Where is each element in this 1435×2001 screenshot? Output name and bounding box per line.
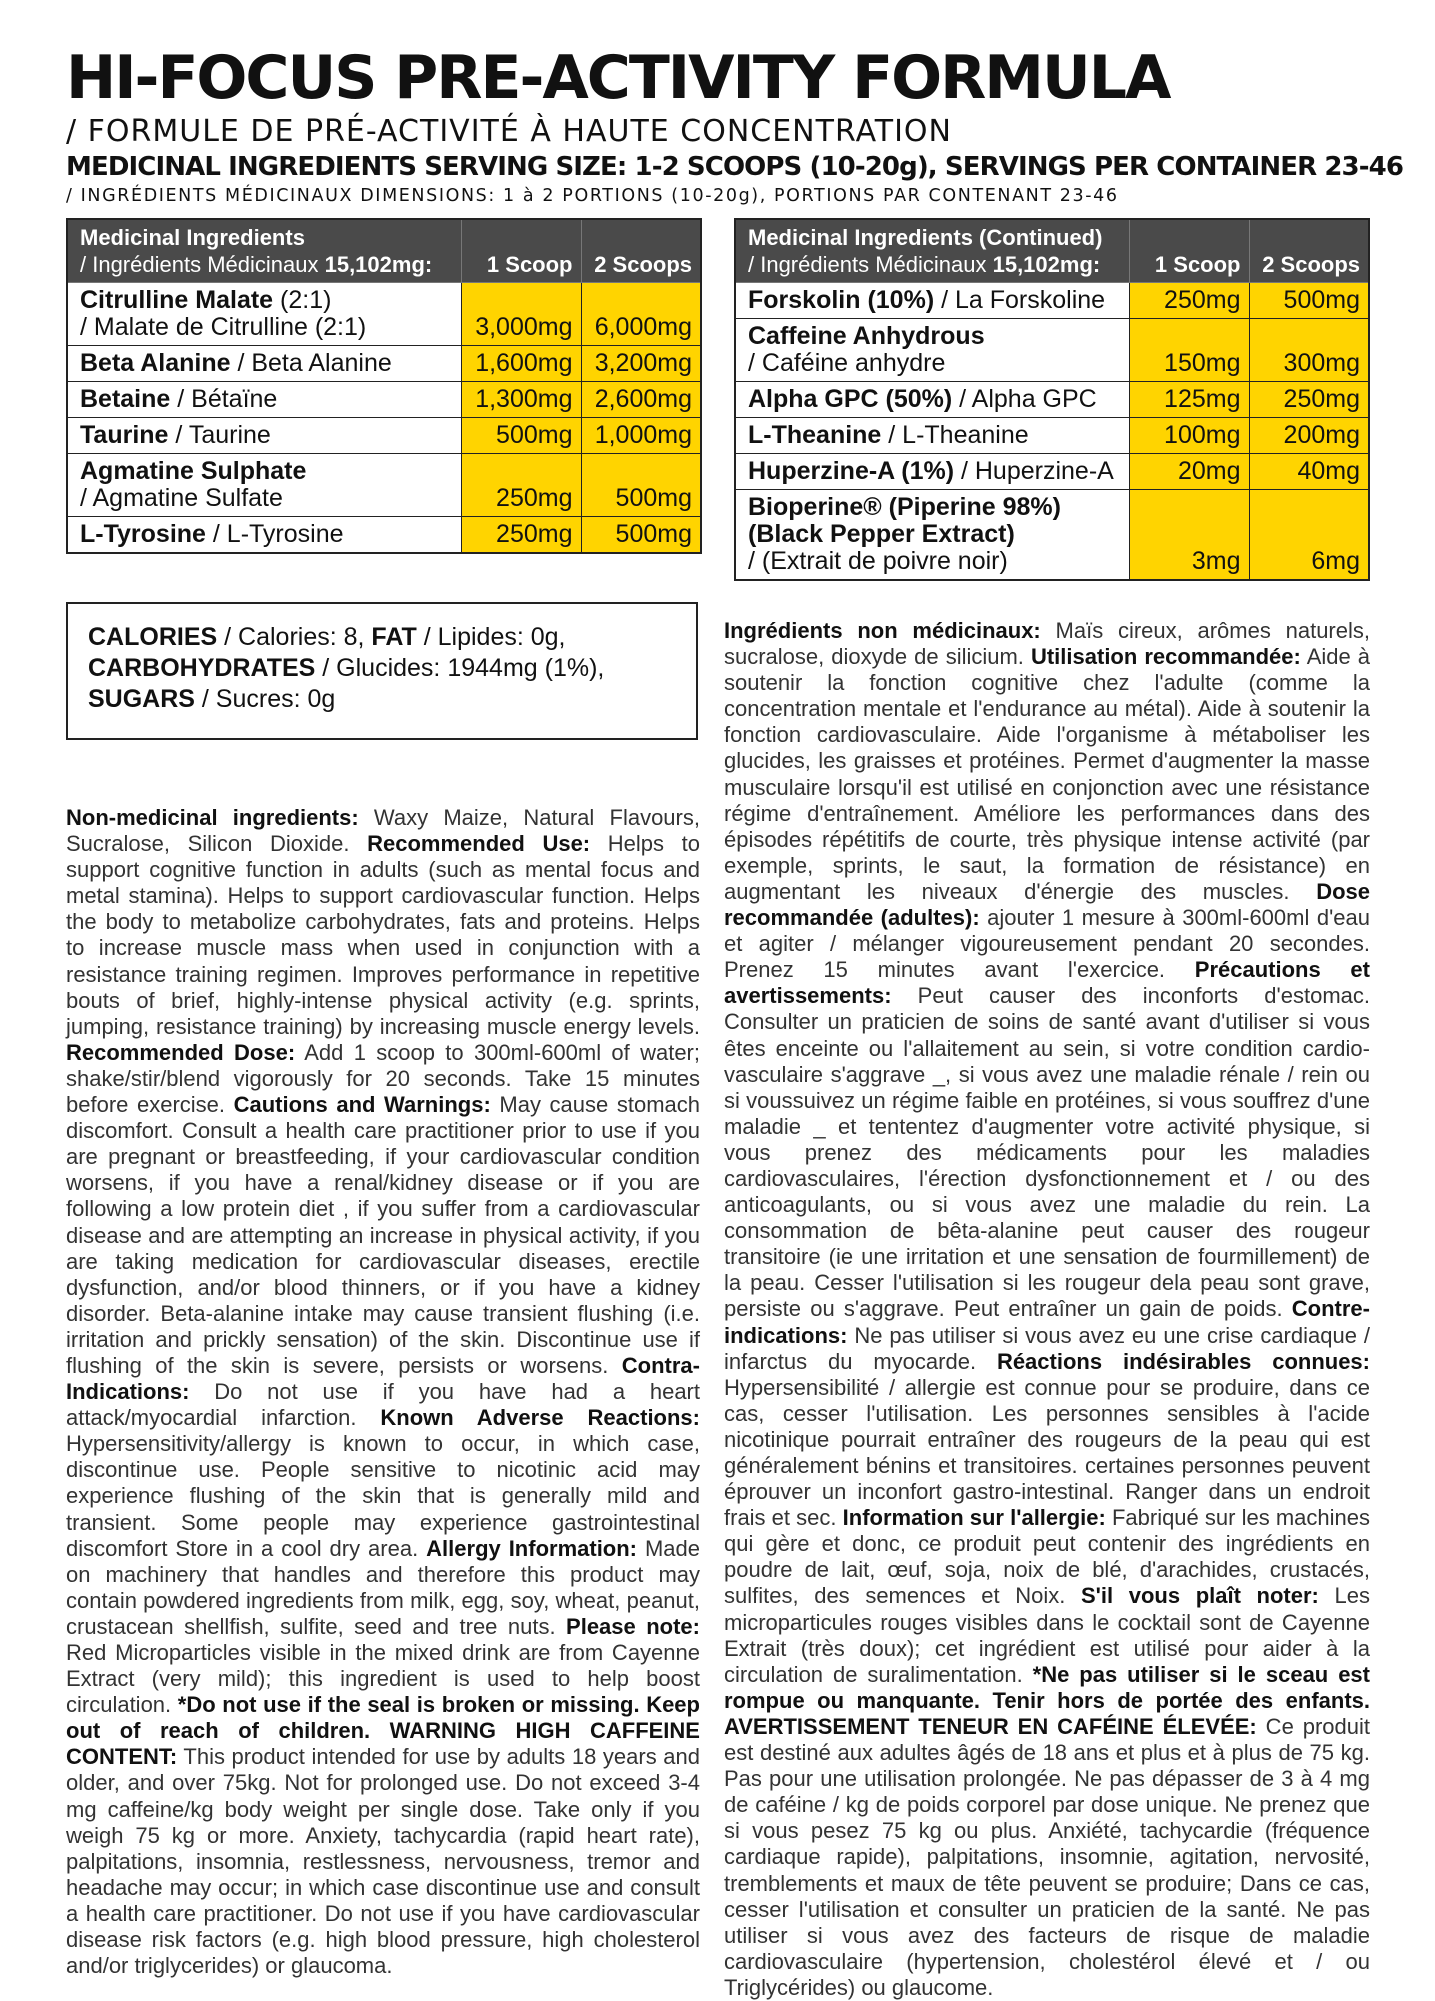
section-heading: Known Adverse Reactions: bbox=[380, 1405, 700, 1431]
ingredient-name-cell bbox=[735, 283, 1129, 319]
two-scoops-amount: 500mg bbox=[1249, 283, 1369, 319]
section-heading: Dose recommandée (adultes): bbox=[724, 878, 1370, 931]
nutrition-line bbox=[88, 684, 676, 715]
fat-label: FAT bbox=[371, 623, 417, 651]
section-text: Fabriqué sur les machines qui gère et donc, ce produit peut contenir des ingrédients en poudre de lait, œuf, soja, noix de blé, d'arachides, crustacés, sulfites, des semences et Noix. bbox=[724, 1505, 1370, 1609]
section-text: Peut causer des inconforts d'estomac. Consulter un praticien de soins de santé avant d'utiliser si vous êtes enceinte ou l'allaitement au sein, si votre condition cardio-vasculaire s'aggrave _, si vous avez une maladie rénale / rein ou si voussuivez un régime faible en protéines, si vous souffrez d'une maladie _ et tententez d'augmenter votre activité physique, si vous prenez des médicaments pour les maladies cardiovasculaires, l'érection dysfonctionnement et / ou des anticoagulants, ou si vous avez une maladie du rein. La consommation de bêta-alanine peut causer des rougeur transitoire (ie une irritation et une sensation de fourmillement) de la peau. Cesser l'utilisation si les rougeur dela peau sont grave, persiste ou s'aggrave. Peut entraîner un gain de poids. bbox=[724, 983, 1370, 1322]
ingredient-name-extra: (Black Pepper Extract) bbox=[748, 520, 1015, 548]
ingredient-row bbox=[67, 346, 701, 382]
section-heading: Contre-indications: bbox=[724, 1296, 1370, 1348]
one-scoop-amount: 250mg bbox=[1129, 283, 1249, 319]
section-text: Hypersensitivity/allergy is known to occur, in which case, discontinue use. People sensitive to nicotinic acid may experience flushing of the skin that is generally mild and transient. Some people may experience gastrointestinal discomfort Store in a cool dry area. bbox=[66, 1431, 700, 1561]
calories-value: / Calories: 8, bbox=[217, 623, 372, 651]
ingredient-row bbox=[735, 454, 1369, 490]
carbohydrates-label: CARBOHYDRATES bbox=[88, 654, 316, 682]
nutrition-facts-box bbox=[66, 602, 698, 740]
ingredient-name-fr: / Caféine anhydre bbox=[748, 349, 946, 377]
table-subtitle-label: / Ingrédients Médicinaux bbox=[80, 252, 319, 277]
ingredient-name-cell bbox=[67, 418, 461, 454]
two-scoops-amount: 250mg bbox=[1249, 382, 1369, 418]
ingredient-name-fr: / Taurine bbox=[168, 421, 271, 449]
ingredient-name-fr: / Agmatine Sulfate bbox=[80, 484, 283, 512]
ingredient-name-fr: / Bétaïne bbox=[170, 385, 278, 413]
ingredient-row bbox=[67, 517, 701, 554]
one-scoop-amount: 3,000mg bbox=[461, 283, 581, 346]
one-scoop-amount: 20mg bbox=[1129, 454, 1249, 490]
ingredient-name-cell bbox=[735, 454, 1129, 490]
one-scoop-amount: 150mg bbox=[1129, 319, 1249, 382]
ingredient-name-cell bbox=[67, 454, 461, 517]
table-title: Medicinal Ingredients (Continued) bbox=[748, 225, 1103, 250]
table-subtitle bbox=[80, 251, 449, 278]
one-scoop-amount: 250mg bbox=[461, 517, 581, 554]
section-text: Aide à soutenir la fonction cognitive chez l'adulte (comme la concentration mentale et l'endurance au métal). Aide à soutenir la fonction cardiovasculaire. Aide l'organisme à métaboliser les glucides, les graisses et protéines. Permet d'augmenter la masse musculaire lorsqu'il est utilisé en conjonction avec une résistance régime d'entraînement. Améliore les performances dans des épisodes répétitifs de courte, très physique intense activité (par exemple, sprints, le saut, la formation de résistance) en augmentant les niveaux d'énergie des muscles. bbox=[724, 644, 1370, 904]
serving-info: MEDICINAL INGREDIENTS SERVING SIZE: 1-2 SCOOPS (10-20g), SERVINGS PER CONTAINER 23-46 bbox=[66, 152, 1404, 182]
ingredient-row bbox=[67, 382, 701, 418]
section-heading: Please note: bbox=[566, 1613, 700, 1639]
table-title: Medicinal Ingredients bbox=[80, 225, 305, 250]
two-scoops-column-header: 2 Scoops bbox=[581, 219, 701, 283]
sugars-label: SUGARS bbox=[88, 685, 195, 713]
two-scoops-amount: 3,200mg bbox=[581, 346, 701, 382]
table-total: 15,102mg: bbox=[324, 252, 433, 277]
ingredient-name-fr: / L-Tyrosine bbox=[205, 520, 344, 548]
section-text: Waxy Maize, Natural Flavours, Sucralose, Silicon Dioxide. bbox=[66, 805, 700, 857]
ingredient-name-cell bbox=[735, 382, 1129, 418]
nutrition-line bbox=[88, 653, 676, 684]
section-heading: Cautions and Warnings: bbox=[233, 1092, 491, 1118]
ingredient-row bbox=[67, 283, 701, 346]
ingredient-name: L-Theanine bbox=[748, 421, 882, 449]
two-scoops-amount: 2,600mg bbox=[581, 382, 701, 418]
french-label-text bbox=[724, 618, 1370, 2001]
ingredient-ratio: (2:1) bbox=[273, 286, 332, 314]
one-scoop-amount: 1,300mg bbox=[461, 382, 581, 418]
one-scoop-amount: 250mg bbox=[461, 454, 581, 517]
ingredient-name: Bioperine® (Piperine 98%) bbox=[748, 493, 1061, 521]
sugars-value: / Sucres: 0g bbox=[194, 685, 336, 713]
ingredient-name-cell bbox=[67, 382, 461, 418]
ingredient-name: Forskolin (10%) bbox=[748, 286, 935, 314]
section-heading: Utilisation recommandée: bbox=[1030, 644, 1301, 670]
section-text: Ne pas utiliser si vous avez eu une crise cardiaque / infarctus du myocarde. bbox=[724, 1322, 1370, 1374]
nutrition-line bbox=[88, 622, 676, 653]
table-subtitle bbox=[748, 251, 1117, 278]
section-text: Made on machinery that handles and therefore this product may contain powdered ingredients from milk, egg, soy, wheat, peanut, crustacean shellfish, sulfite, seed and tree nuts. bbox=[66, 1535, 701, 1639]
section-heading: Recommended Use: bbox=[367, 831, 591, 857]
ingredient-name-fr: / Huperzine-A bbox=[954, 457, 1114, 485]
section-text: Les microparticules rouges visibles dans le cocktail sont de Cayenne Extrait (très doux); cet ingrédient est utilisé pour aider à la circulation de suralimentation. bbox=[724, 1583, 1370, 1687]
ingredient-column-header bbox=[735, 219, 1129, 283]
ingredient-name: Citrulline Malate bbox=[80, 286, 274, 314]
ingredient-name: Huperzine-A (1%) bbox=[748, 457, 955, 485]
ingredient-name-cell bbox=[735, 319, 1129, 382]
ingredient-name: Betaine bbox=[80, 385, 171, 413]
section-text: May cause stomach discomfort. Consult a health care practitioner prior to use if you are pregnant or breastfeeding, if your cardiovascular condition worsens, if you have a renal/kidney disease or if you are following a low protein diet , if you suffer from a cardiovascular disease and are attempting an increase in physical activity, if you are taking medication for cardiovascular diseases, erectile dysfunction, and/or blood thinners, or if you have a kidney disorder. Beta-alanine intake may cause transient flushing (i.e. irritation and prickly sensation) of the skin. Discontinue use if flushing of the skin is severe, persists or worsens. bbox=[66, 1092, 701, 1378]
section-text: Do not use if you have had a heart attack/myocardial infarction. bbox=[66, 1379, 700, 1431]
fat-value: / Lipides: 0g, bbox=[416, 623, 566, 651]
section-heading: S'il vous plaît noter: bbox=[1080, 1583, 1319, 1609]
ingredient-column-header bbox=[67, 219, 461, 283]
page-title: HI-FOCUS PRE-ACTIVITY FORMULA bbox=[66, 43, 1170, 113]
one-scoop-amount: 125mg bbox=[1129, 382, 1249, 418]
one-scoop-amount: 1,600mg bbox=[461, 346, 581, 382]
ingredient-name-fr: / (Extrait de poivre noir) bbox=[748, 547, 1008, 575]
ingredient-name-cell bbox=[67, 283, 461, 346]
two-scoops-amount: 6mg bbox=[1249, 490, 1369, 581]
ingredient-row bbox=[735, 490, 1369, 581]
ingredient-row bbox=[735, 418, 1369, 454]
one-scoop-amount: 100mg bbox=[1129, 418, 1249, 454]
ingredient-name-cell bbox=[735, 490, 1129, 581]
section-heading: Non-medicinal ingredients: bbox=[66, 805, 359, 830]
ingredient-row bbox=[735, 283, 1369, 319]
one-scoop-amount: 3mg bbox=[1129, 490, 1249, 581]
ingredient-name-fr: / Malate de Citrulline (2:1) bbox=[80, 313, 367, 341]
one-scoop-column-header: 1 Scoop bbox=[461, 219, 581, 283]
section-heading: *Ne pas utiliser si le sceau est rompue ou manquante. Tenir hors de portée des enfants. AVERTISSEMENT TENEUR EN CAFÉINE ÉLEVÉE: bbox=[724, 1661, 1370, 1739]
two-scoops-amount: 6,000mg bbox=[581, 283, 701, 346]
table-subtitle-label: / Ingrédients Médicinaux bbox=[748, 252, 987, 277]
english-label-text bbox=[66, 805, 700, 1979]
one-scoop-amount: 500mg bbox=[461, 418, 581, 454]
page-subtitle: / FORMULE DE PRÉ-ACTIVITÉ À HAUTE CONCENTRATION bbox=[66, 114, 952, 149]
one-scoop-column-header: 1 Scoop bbox=[1129, 219, 1249, 283]
table-header-row bbox=[735, 219, 1369, 283]
medicinal-ingredients-continued-table bbox=[734, 218, 1370, 581]
two-scoops-amount: 40mg bbox=[1249, 454, 1369, 490]
ingredient-row bbox=[735, 382, 1369, 418]
ingredient-name-fr: / Alpha GPC bbox=[952, 385, 1097, 413]
section-heading: Contra-Indications: bbox=[66, 1352, 700, 1405]
ingredient-name: Beta Alanine bbox=[80, 349, 231, 377]
two-scoops-amount: 200mg bbox=[1249, 418, 1369, 454]
medicinal-ingredients-table bbox=[66, 218, 702, 554]
section-text: Maïs cireux, arômes naturels, sucralose, dioxyde de silicium. bbox=[724, 618, 1370, 670]
section-heading: Réactions indésirables connues: bbox=[996, 1348, 1370, 1374]
section-text: Helps to support cognitive function in adults (such as mental focus and metal stamina). Helps to support cardiovascular function. Helps the body to metabolize carbohydrates, fats and proteins. Helps to increase muscle mass when used in conjunction with a resistance training regimen. Improves performance in repetitive bouts of brief, highly-intense physical activity (e.g. sprints, jumping, resistance training) by increasing muscle energy levels. bbox=[66, 831, 700, 1039]
ingredient-row bbox=[67, 418, 701, 454]
serving-info-fr: / INGRÉDIENTS MÉDICINAUX DIMENSIONS: 1 à 2 PORTIONS (10-20g), PORTIONS PAR CONTENANT 23-46 bbox=[66, 186, 1119, 206]
section-heading: Précautions et avertissements: bbox=[724, 957, 1370, 1009]
two-scoops-amount: 1,000mg bbox=[581, 418, 701, 454]
section-text: Add 1 scoop to 300ml-600ml of water; shake/stir/blend vigorously for 20 seconds. Take 15 minutes before exercise. bbox=[66, 1039, 700, 1118]
ingredient-name-fr: / L-Theanine bbox=[881, 421, 1029, 449]
ingredient-name-fr: / Beta Alanine bbox=[230, 349, 392, 377]
ingredient-row bbox=[67, 454, 701, 517]
section-text: Red Microparticles visible in the mixed drink are from Cayenne Extract (very mild); this ingredient is used to help boost circulation. bbox=[66, 1640, 700, 1718]
ingredient-name: Alpha GPC (50%) bbox=[748, 385, 953, 413]
two-scoops-amount: 300mg bbox=[1249, 319, 1369, 382]
section-heading: Allergy Information: bbox=[426, 1535, 638, 1561]
two-scoops-amount: 500mg bbox=[581, 454, 701, 517]
table-header-row bbox=[67, 219, 701, 283]
ingredient-name: Taurine bbox=[80, 421, 169, 449]
ingredient-name-cell bbox=[735, 418, 1129, 454]
section-text: Hypersensibilité / allergie est connue pour se produire, dans ce cas, cesser l'utilisation. Les personnes sensibles à l'acide nicotinique pourrait entraîner des rougeurs de la peau qui est généralement bénins et transitoires. certaines personnes peuvent éprouver un inconfort gastro-intestinal. Ranger dans un endroit frais et sec. bbox=[724, 1374, 1370, 1531]
section-heading: Information sur l'allergie: bbox=[842, 1505, 1106, 1531]
section-heading: Recommended Dose: bbox=[66, 1039, 296, 1065]
section-text: This product intended for use by adults 18 years and older, and over 75kg. Not for prolonged use. Do not exceed 3-4 mg caffeine/kg body weight per single dose. Take only if you weigh 75 kg or more. Anxiety, tachycardia (rapid heart rate), palpitations, insomnia, restlessness, nervousness, tremor and headache may occur; in which case discontinue use and consult a health care practitioner. Do not use if you have cardiovascular disease risk factors (e.g. high blood pressure, high cholesterol and/or triglycerides) or glaucoma. bbox=[66, 1744, 700, 1979]
two-scoops-amount: 500mg bbox=[581, 517, 701, 554]
section-heading: Ingrédients non médicinaux: bbox=[724, 618, 1041, 643]
ingredient-name: Agmatine Sulphate bbox=[80, 457, 307, 485]
section-heading: *Do not use if the seal is broken or missing. Keep out of reach of children. WARNING HIGH CAFFEINE CONTENT: bbox=[66, 1692, 700, 1770]
section-text: Ce produit est destiné aux adultes âgés de 18 ans et plus et à plus de 75 kg. Pas pour une utilisation prolongée. Ne pas dépasser de 3 à 4 mg de caféine / kg de poids corporel par dose unique. Ne prenez que si vous pesez 75 kg ou plus. Anxiété, tachycardie (fréquence cardiaque rapide), palpitations, insomnie, agitation, nervosité, tremblements et maux de tête peuvent se produire; Dans ce cas, cesser l'utilisation et consulter un praticien de la santé. Ne pas utiliser si vous avez des facteurs de risque de maladie cardiovasculaire (hypertension, cholestérol élevé et / ou Triglycérides) ou glaucome. bbox=[724, 1713, 1370, 2000]
ingredient-name-fr: / La Forskoline bbox=[934, 286, 1106, 314]
ingredient-name-cell bbox=[67, 346, 461, 382]
two-scoops-column-header: 2 Scoops bbox=[1249, 219, 1369, 283]
table-total: 15,102mg: bbox=[992, 252, 1101, 277]
ingredient-name-cell bbox=[67, 517, 461, 554]
carbohydrates-value: / Glucides: 1944mg (1%), bbox=[315, 654, 605, 682]
ingredient-name: L-Tyrosine bbox=[80, 520, 206, 548]
ingredient-row bbox=[735, 319, 1369, 382]
ingredient-name: Caffeine Anhydrous bbox=[748, 322, 985, 350]
section-text: ajouter 1 mesure à 300ml-600ml d'eau et agiter / mélanger vigoureusement pendant 20 secondes. Prenez 15 minutes avant l'exercice. bbox=[724, 905, 1370, 983]
calories-label: CALORIES bbox=[88, 623, 218, 651]
